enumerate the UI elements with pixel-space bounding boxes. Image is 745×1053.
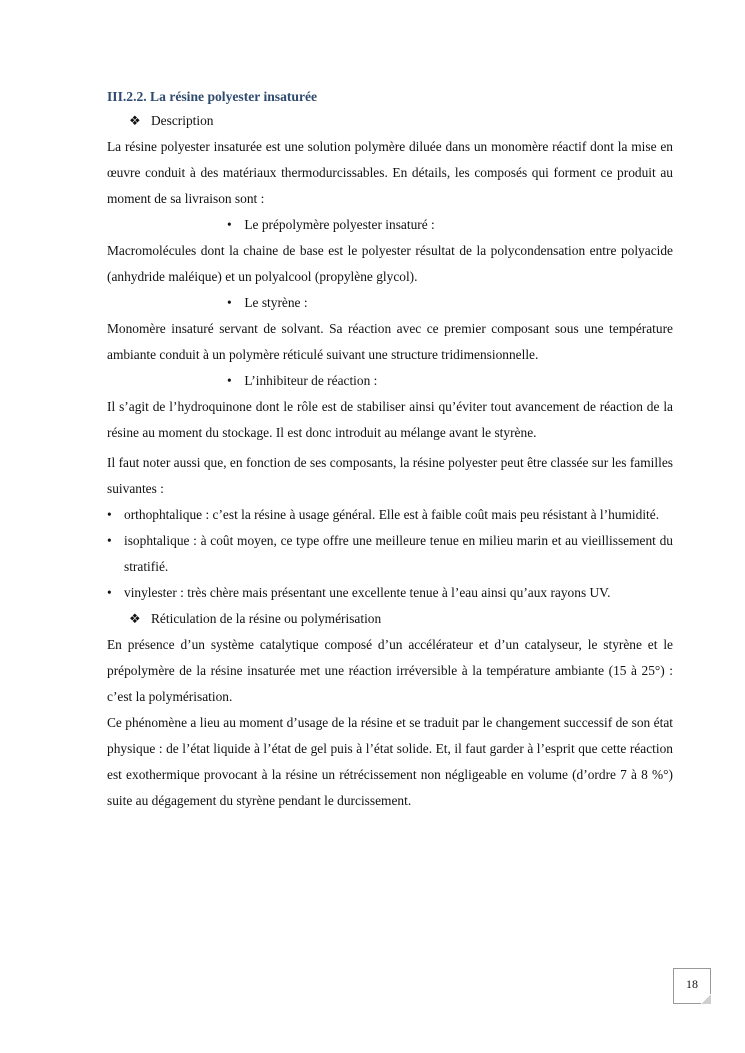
- subsection-reticulation: [107, 606, 673, 632]
- diamond-bullet-icon: ❖: [129, 113, 141, 128]
- diamond-bullet-icon: ❖: [129, 611, 141, 626]
- families-intro: Il faut noter aussi que, en fonction de ses composants, la résine polyester peut être classée sur les familles suivantes :: [107, 455, 673, 496]
- component-text: Monomère insaturé servant de solvant. Sa réaction avec ce premier composant sous une température ambiante conduit à un polymère réticulé suivant une structure tridimensionnelle.: [107, 321, 673, 362]
- bullet-dot-icon: •: [227, 295, 232, 310]
- document-page: [107, 86, 673, 814]
- phenomenon-paragraph: Ce phénomène a lieu au moment d’usage de la résine et se traduit par le changement successif de son état physique : de l’état liquide à l’état de gel puis à l’état solide. Et, il faut garder à l’esprit que cette réaction est exothermique provocant à la résine un rétrécissement non négligeable en volume (d’ordre 7 à 8 %°) suite au dégagement du styrène pendant le durcissement.: [107, 715, 673, 808]
- subsection-label: Réticulation de la résine ou polymérisation: [151, 611, 382, 626]
- component-title: • L’inhibiteur de réaction :: [107, 368, 673, 394]
- subsection-label: Description: [151, 113, 214, 128]
- page-fold-icon: [701, 994, 711, 1004]
- list-item: • vinylester : très chère mais présentant une excellente tenue à l’eau ainsi qu’aux rayons UV.: [107, 580, 673, 606]
- page-number: 18: [673, 968, 711, 1004]
- bullet-dot-icon: •: [107, 507, 112, 522]
- bullet-dot-icon: •: [227, 373, 232, 388]
- component-title: • Le styrène :: [107, 290, 673, 316]
- bullet-dot-icon: •: [107, 585, 112, 600]
- bullet-dot-icon: •: [107, 533, 112, 548]
- list-item: • orthophtalique : c’est la résine à usage général. Elle est à faible coût mais peu résistant à l’humidité.: [107, 502, 673, 528]
- component-title: • Le prépolymère polyester insaturé :: [107, 212, 673, 238]
- families-list: [107, 502, 673, 606]
- intro-paragraph: La résine polyester insaturée est une solution polymère diluée dans un monomère réactif dont la mise en œuvre conduit à des matériaux thermodurcissables. En détails, les composés qui forment ce produit au moment de sa livraison sont :: [107, 139, 673, 206]
- list-item: • isophtalique : à coût moyen, ce type offre une meilleure tenue en milieu marin et au vieillissement du stratifié.: [107, 528, 673, 580]
- bullet-dot-icon: •: [227, 217, 232, 232]
- component-text: Il s’agit de l’hydroquinone dont le rôle est de stabiliser ainsi qu’éviter tout avancement de réaction de la résine au moment du stockage. Il est donc introduit au mélange avant le styrène.: [107, 399, 673, 440]
- section-heading: III.2.2. La résine polyester insaturée: [107, 89, 318, 104]
- component-text: Macromolécules dont la chaine de base est le polyester résultat de la polycondensation entre polyacide (anhydride maléique) et un polyalcool (propylène glycol).: [107, 243, 673, 284]
- reticulation-paragraph: En présence d’un système catalytique composé d’un accélérateur et d’un catalyseur, le styrène et le prépolymère de la résine insaturée met une réaction irréversible à la température ambiante (15 à 25°) : c’est la polymérisation.: [107, 637, 673, 704]
- subsection-description: [107, 108, 673, 134]
